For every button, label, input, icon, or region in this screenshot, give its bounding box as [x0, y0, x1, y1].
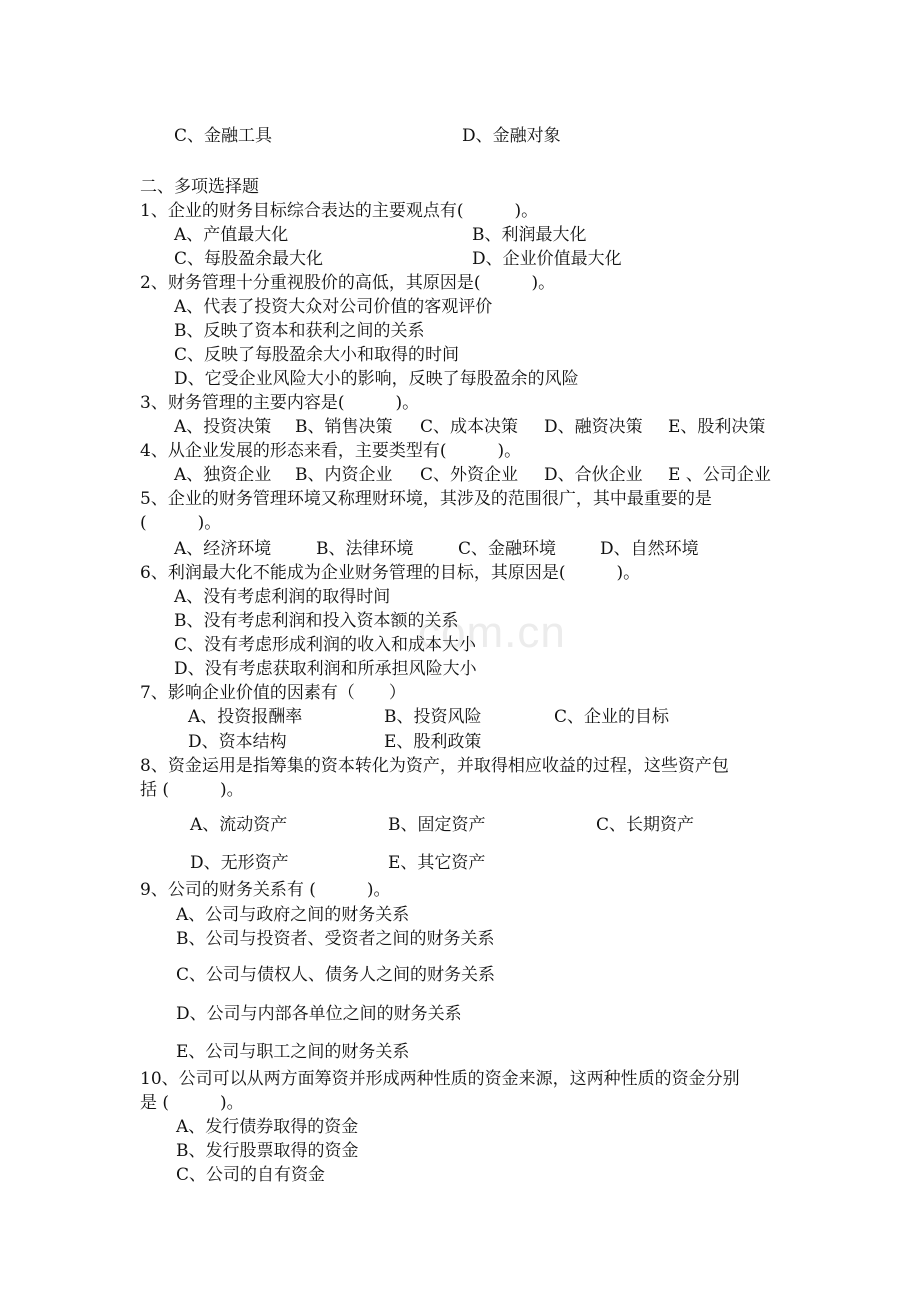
q7-option-b: B、投资风险	[384, 707, 482, 727]
q3-option-d: D、融资决策	[544, 417, 643, 437]
question-1-stem: 1、企业的财务目标综合表达的主要观点有( )。	[140, 201, 539, 221]
q9-option-d: D、公司与内部各单位之间的财务关系	[176, 1004, 462, 1024]
question-8-stem-line-2: 括 ( )。	[140, 780, 244, 800]
q7-option-a: A、投资报酬率	[188, 707, 303, 727]
q3-option-e: E、股利决策	[668, 417, 766, 437]
question-10-stem-line-1: 10、公司可以从两方面筹资并形成两种性质的资金来源，这两种性质的资金分别	[140, 1069, 740, 1089]
q5-option-c: C、金融环境	[458, 539, 557, 559]
q4-option-b: B、内资企业	[295, 465, 393, 485]
q4-option-e: E 、公司企业	[668, 465, 771, 485]
q7-option-c: C、企业的目标	[554, 707, 670, 727]
option-d-top: D、金融对象	[462, 126, 561, 146]
q6-option-b: B、没有考虑利润和投入资本额的关系	[174, 611, 459, 631]
q8-option-a: A、流动资产	[190, 815, 288, 835]
q2-option-d: D、它受企业风险大小的影响，反映了每股盈余的风险	[174, 369, 579, 389]
q2-option-c: C、反映了每股盈余大小和取得的时间	[174, 345, 460, 365]
q8-option-b: B、固定资产	[388, 815, 486, 835]
q10-option-b: B、发行股票取得的资金	[176, 1141, 359, 1161]
question-10-stem-line-2: 是 ( )。	[140, 1093, 244, 1113]
q8-option-c: C、长期资产	[596, 815, 695, 835]
question-6-stem: 6、利润最大化不能成为企业财务管理的目标，其原因是( )。	[140, 563, 641, 583]
q1-option-d: D、企业价值最大化	[472, 249, 622, 269]
section-title: 二、多项选择题	[140, 177, 259, 197]
question-4-stem: 4、从企业发展的形态来看，主要类型有( )。	[140, 441, 522, 461]
q3-option-c: C、成本决策	[420, 417, 519, 437]
q3-option-b: B、销售决策	[295, 417, 393, 437]
q4-option-a: A、独资企业	[174, 465, 272, 485]
q10-option-a: A、发行债券取得的资金	[176, 1117, 359, 1137]
q3-option-a: A、投资决策	[174, 417, 272, 437]
watermark: com.cn	[418, 608, 566, 657]
q9-option-c: C、公司与债权人、债务人之间的财务关系	[176, 965, 496, 985]
q7-option-d: D、资本结构	[188, 732, 287, 752]
q7-option-e: E、股利政策	[384, 732, 482, 752]
q8-option-d: D、无形资产	[190, 853, 289, 873]
q9-option-e: E、公司与职工之间的财务关系	[176, 1042, 410, 1062]
question-8-stem-line-1: 8、资金运用是指筹集的资本转化为资产，并取得相应收益的过程，这些资产包	[140, 756, 729, 776]
q9-option-a: A、公司与政府之间的财务关系	[176, 905, 410, 925]
q1-option-a: A、产值最大化	[174, 225, 289, 245]
question-3-stem: 3、财务管理的主要内容是( )。	[140, 393, 420, 413]
q1-option-c: C、每股盈余最大化	[174, 249, 324, 269]
question-2-stem: 2、财务管理十分重视股价的高低，其原因是( )。	[140, 273, 556, 293]
question-9-stem: 9、公司的财务关系有 ( )。	[140, 880, 391, 900]
q10-option-c: C、公司的自有资金	[176, 1165, 326, 1185]
q1-option-b: B、利润最大化	[472, 225, 587, 245]
question-5-stem-line-2: ( )。	[140, 513, 222, 533]
option-c-top: C、金融工具	[174, 126, 273, 146]
q6-option-a: A、没有考虑利润的取得时间	[174, 587, 391, 607]
q9-option-b: B、公司与投资者、受资者之间的财务关系	[176, 929, 495, 949]
question-7-stem: 7、影响企业价值的因素有（ ）	[140, 683, 406, 703]
q2-option-b: B、反映了资本和获利之间的关系	[174, 321, 425, 341]
q8-option-e: E、其它资产	[388, 853, 486, 873]
question-5-stem-line-1: 5、企业的财务管理环境又称理财环境，其涉及的范围很广，其中最重要的是	[140, 489, 712, 509]
q5-option-a: A、经济环境	[174, 539, 272, 559]
q4-option-c: C、外资企业	[420, 465, 519, 485]
q5-option-b: B、法律环境	[316, 539, 414, 559]
q5-option-d: D、自然环境	[600, 539, 699, 559]
q6-option-d: D、没有考虑获取利润和所承担风险大小	[174, 659, 477, 679]
q2-option-a: A、代表了投资大众对公司价值的客观评价	[174, 297, 493, 317]
q6-option-c: C、没有考虑形成利润的收入和成本大小	[174, 635, 477, 655]
q4-option-d: D、合伙企业	[544, 465, 643, 485]
